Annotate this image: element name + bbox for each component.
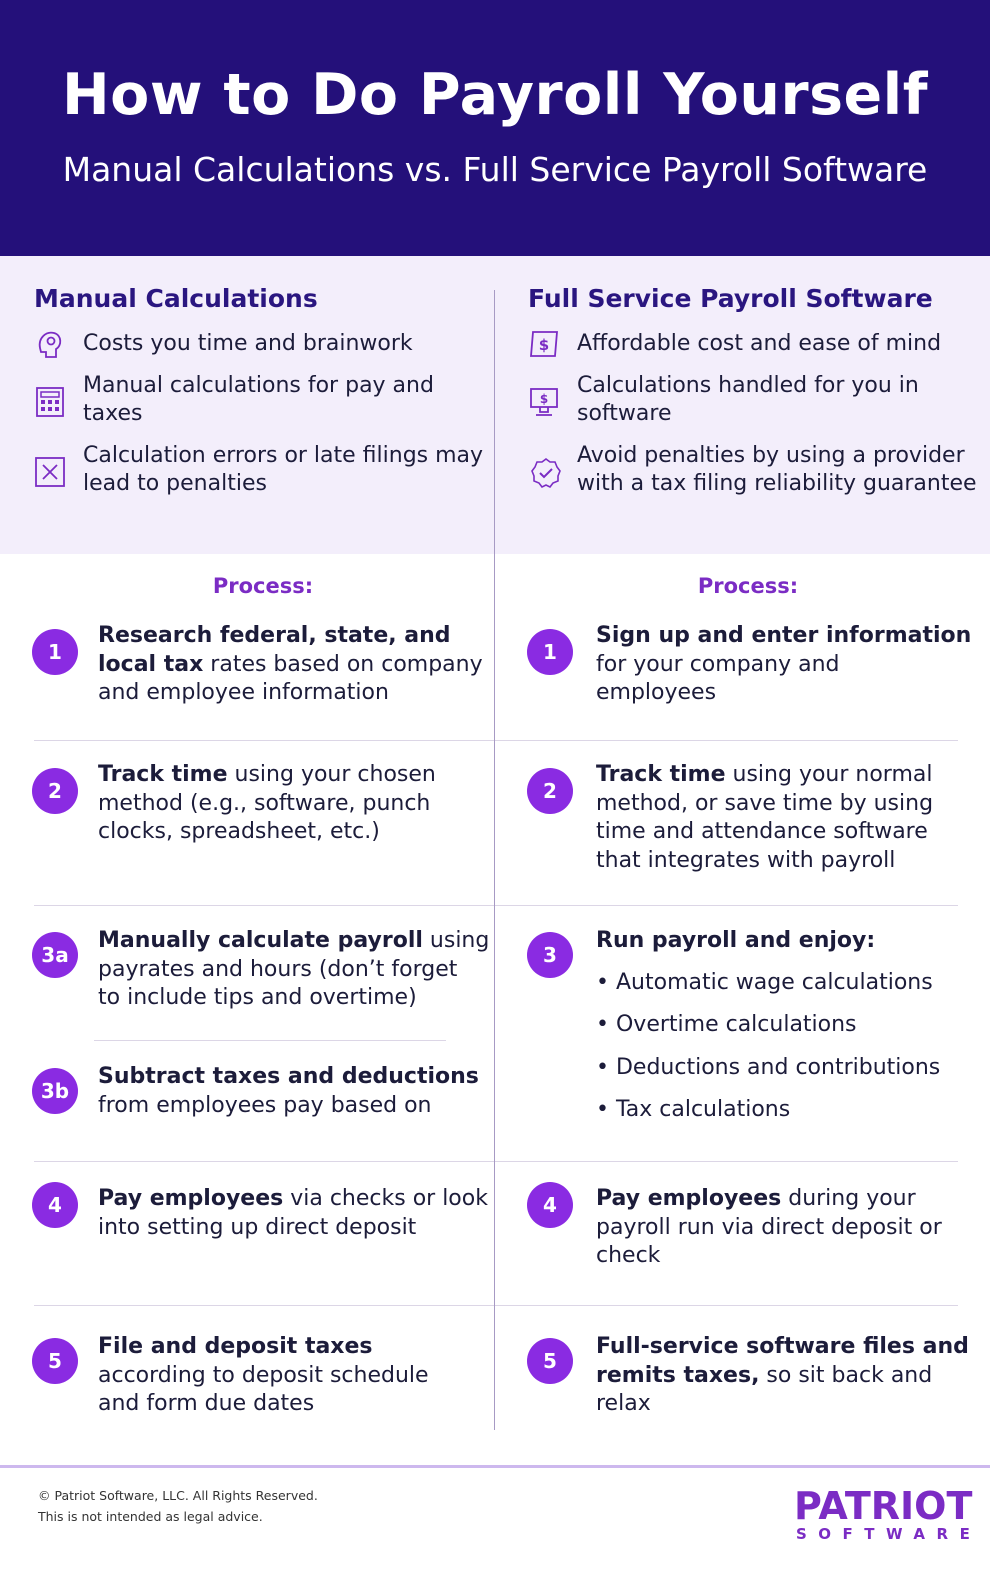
manual-feature-2: Manual calculations for pay and taxes [83, 373, 434, 426]
software-step-5: Full-service software files and remits taxes, so sit back and relax [596, 1334, 969, 1416]
software-column-title: Full Service Payroll Software [528, 284, 933, 313]
x-box-icon [34, 456, 66, 488]
row-divider [34, 740, 494, 741]
row-divider [34, 1161, 494, 1162]
step-number-badge: 3b [32, 1068, 78, 1114]
row-divider [495, 905, 958, 906]
row-divider [495, 740, 958, 741]
copyright-text: © Patriot Software, LLC. All Rights Reserved. [38, 1488, 318, 1503]
patriot-logo: PATRIOT [794, 1484, 973, 1528]
step-number-badge: 5 [527, 1338, 573, 1384]
software-step-3-bullet: • Automatic wage calculations [596, 970, 933, 995]
dollar-box-icon [528, 328, 560, 360]
svg-text:$: $ [539, 392, 549, 406]
manual-process-label: Process: [212, 574, 314, 598]
page-subtitle: Manual Calculations vs. Full Service Payroll Software [62, 150, 928, 189]
manual-feature-1: Costs you time and brainwork [83, 331, 413, 356]
software-step-1: Sign up and enter information for your company and employees [596, 623, 972, 705]
step-number-badge: 1 [527, 629, 573, 675]
row-divider [495, 1305, 958, 1306]
software-process-label: Process: [697, 574, 799, 598]
row-divider [34, 905, 494, 906]
manual-feature-3: Calculation errors or late filings may lead to penalties [83, 443, 484, 496]
manual-step-3a: Manually calculate payroll using payrates and hours (don’t forget to include tips and overtime) [98, 928, 490, 1010]
step-number-badge: 4 [32, 1182, 78, 1228]
step-number-badge: 2 [32, 768, 78, 814]
computer-dollar-icon [528, 386, 560, 418]
patriot-logo-sub: SOFTWARE [796, 1525, 982, 1543]
step-number-badge: 4 [527, 1182, 573, 1228]
manual-step-5: File and deposit taxes according to deposit schedule and form due dates [98, 1334, 429, 1416]
row-divider [495, 1161, 958, 1162]
disclaimer-text: This is not intended as legal advice. [38, 1509, 263, 1524]
manual-step-3b: Subtract taxes and deductions from employees pay based on [98, 1064, 479, 1118]
software-step-2: Track time using your normal method, or save time by using time and attendance software that integrates with payroll [596, 762, 934, 873]
row-divider [94, 1040, 446, 1041]
manual-step-2: Track time using your chosen method (e.g., software, punch clocks, spreadsheet, etc.) [98, 762, 436, 844]
svg-text:$: $ [538, 336, 550, 354]
software-step-3-bullet: • Overtime calculations [596, 1012, 857, 1037]
software-feature-1: Affordable cost and ease of mind [577, 331, 942, 356]
footer-divider [0, 1465, 990, 1468]
software-feature-3: Avoid penalties by using a provider with a tax filing reliability guarantee [577, 443, 977, 496]
software-feature-2: Calculations handled for you in software [577, 373, 919, 426]
step-number-badge: 1 [32, 629, 78, 675]
step-number-badge: 3 [527, 932, 573, 978]
row-divider [34, 1305, 494, 1306]
step-number-badge: 3a [32, 932, 78, 978]
software-step-4: Pay employees during your payroll run via direct deposit or check [596, 1186, 942, 1268]
software-step-3: Run payroll and enjoy: [596, 928, 876, 953]
page-title: How to Do Payroll Yourself [61, 62, 929, 128]
software-step-3-bullet: • Deductions and contributions [596, 1055, 941, 1080]
column-divider [494, 290, 495, 1430]
header-banner [0, 0, 990, 256]
step-number-badge: 5 [32, 1338, 78, 1384]
software-step-3-bullet: • Tax calculations [596, 1097, 791, 1122]
manual-step-4: Pay employees via checks or look into setting up direct deposit [98, 1186, 488, 1240]
step-number-badge: 2 [527, 768, 573, 814]
badge-check-icon [530, 457, 562, 489]
manual-step-1: Research federal, state, and local tax rates based on company and employee information [98, 623, 483, 705]
manual-column-title: Manual Calculations [34, 284, 318, 313]
calculator-icon [34, 386, 66, 418]
head-gear-icon [34, 328, 66, 360]
